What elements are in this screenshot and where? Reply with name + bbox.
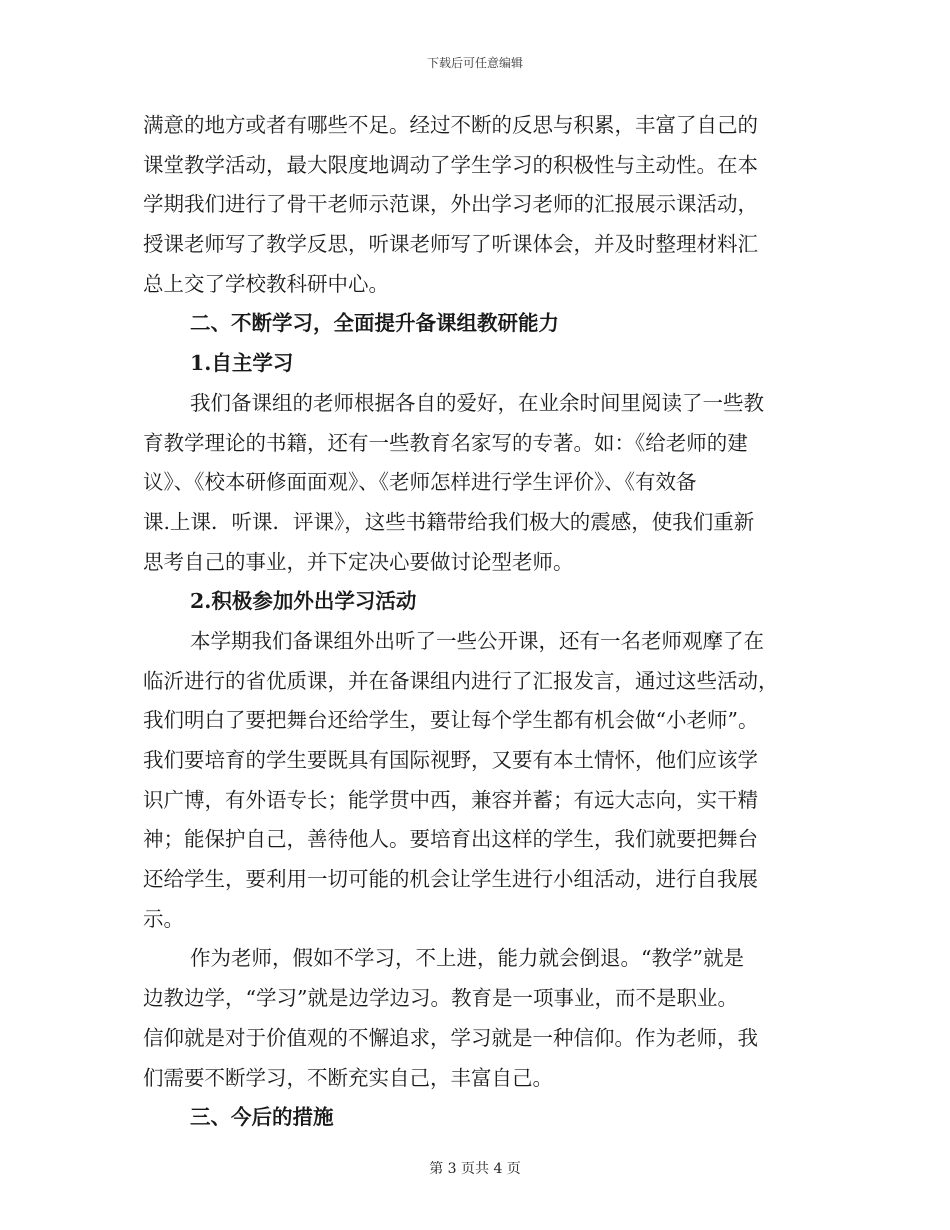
page-footer: 第 3 页共 4 页: [429, 1161, 521, 1177]
paragraph-line: 还给学生，要利用一切可能的机会让学生进行小组活动，进行自我展: [143, 867, 758, 892]
paragraph-line: 识广博，有外语专长；能学贯中西，兼容并蓄；有远大志向，实干精: [143, 787, 758, 812]
section-heading: 2.积极参加外出学习活动: [190, 589, 417, 614]
paragraph-line: 作为老师，假如不学习，不上进，能力就会倒退。“教学”就是: [190, 946, 744, 971]
paragraph-line: 们需要不断学习，不断充实自己，丰富自己。: [143, 1065, 553, 1090]
paragraph-line: 我们备课组的老师根据各自的爱好，在业余时间里阅读了一些教: [190, 390, 764, 415]
paragraph-line: 临沂进行的省优质课，并在备课组内进行了汇报发言，通过这些活动，: [143, 668, 779, 693]
paragraph-line: 满意的地方或者有哪些不足。经过不断的反思与积累，丰富了自己的: [143, 113, 758, 137]
paragraph-line: 信仰就是对于价值观的不懈追求，学习就是一种信仰。作为老师，我: [143, 1025, 758, 1050]
paragraph-line: 总上交了学校教科研中心。: [143, 271, 389, 296]
paragraph-line: 我们要培育的学生要既具有国际视野，又要有本土情怀，他们应该学: [143, 748, 758, 772]
paragraph-line: 学期我们进行了骨干老师示范课，外出学习老师的汇报展示课活动，: [143, 192, 758, 217]
section-heading: 二、不断学习，全面提升备课组教研能力: [190, 311, 559, 336]
section-heading: 三、今后的措施: [190, 1105, 334, 1130]
paragraph-line: 我们明白了要把舞台还给学生，要让每个学生都有机会做“小老师”。: [143, 708, 759, 733]
paragraph-line: 示。: [143, 906, 184, 931]
section-heading: 1.自主学习: [190, 351, 294, 376]
paragraph-line: 议》、《校本研修面面观》、《老师怎样进行学生评价》、《有效备: [143, 470, 697, 495]
paragraph-line: 育教学理论的书籍，还有一些教育名家写的专著。如：《给老师的建: [143, 430, 748, 455]
paragraph-line: 课.上课．听课．评课》，这些书籍带给我们极大的震感，使我们重新: [143, 509, 755, 534]
page-header: 下载后可任意编辑: [426, 56, 523, 70]
paragraph-line: 思考自己的事业，并下定决心要做讨论型老师。: [143, 549, 574, 574]
paragraph-line: 课堂教学活动，最大限度地调动了学生学习的积极性与主动性。在本: [143, 152, 758, 177]
paragraph-line: 边教边学，“学习”就是边学边习。教育是一项事业，而不是职业。: [143, 986, 738, 1011]
paragraph-line: 神；能保护自己，善待他人。要培育出这样的学生，我们就要把舞台: [143, 827, 758, 852]
document-body: [143, 106, 803, 1138]
paragraph-line: 授课老师写了教学反思，听课老师写了听课体会，并及时整理材料汇: [143, 232, 758, 257]
paragraph-line: 本学期我们备课组外出听了一些公开课，还有一名老师观摩了在: [190, 628, 764, 653]
